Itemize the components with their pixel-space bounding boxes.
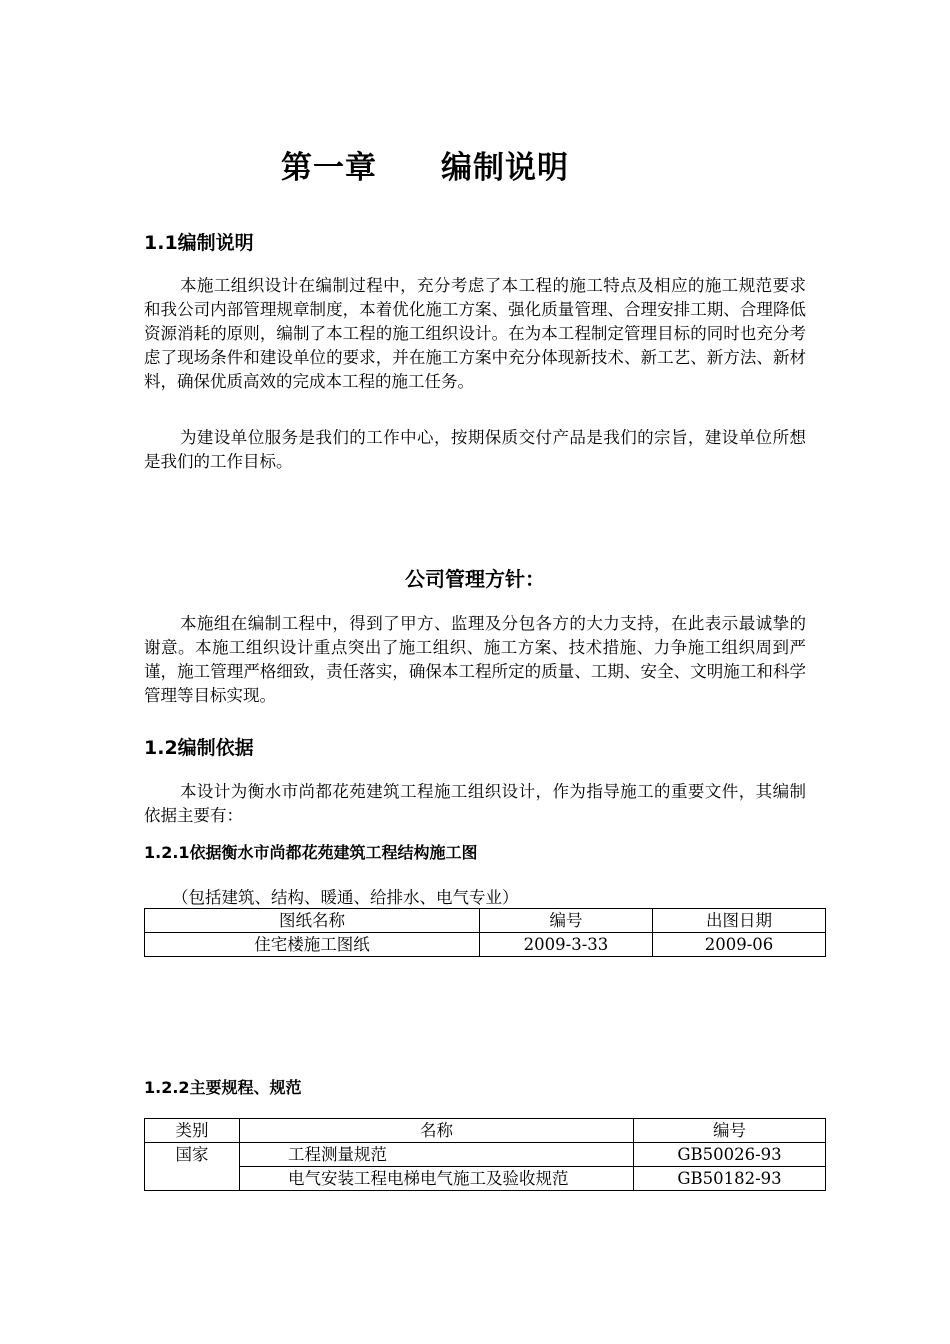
header-category: 类别 (145, 1119, 240, 1143)
header-issue-date: 出图日期 (653, 909, 826, 933)
standard-name-cell: 电气安装工程电梯电气施工及验收规范 (240, 1167, 634, 1191)
section-1-2-paragraph: 本设计为衡水市尚都花苑建筑工程施工组织设计，作为指导施工的重要文件，其编制依据主要有： (144, 782, 806, 825)
section-1-2-heading: 1.2编制依据 (144, 737, 254, 759)
section-1-2-2-heading: 1.2.2主要规程、规范 (144, 1078, 302, 1097)
standard-name-cell: 工程测量规范 (240, 1143, 634, 1167)
header-number: 编号 (480, 909, 653, 933)
policy-paragraph: 本施组在编制工程中，得到了甲方、监理及分包各方的大力支持，在此表示最诚挚的谢意。本施工组织设计重点突出了施工组织、施工方案、技术措施、力争施工组织周到严谨，施工管理严格细致，责任落实，确保本工程所定的质量、工期、安全、文明施工和科学管理等目标实现。 (144, 614, 806, 705)
section-1-1-paragraph-1: 本施工组织设计在编制过程中，充分考虑了本工程的施工特点及相应的施工规范要求和我公司内部管理规章制度，本着优化施工方案、强化质量管理、合理安排工期、合理降低资源消耗的原则，编制了本工程的施工组织设计。在为本工程制定管理目标的同时也充分考虑了现场条件和建设单位的要求，并在施工方案中充分体现新技术、新工艺、新方法、新材料，确保优质高效的完成本工程的施工任务。 (144, 276, 806, 391)
drawing-scope-note: （包括建筑、结构、暖通、给排水、电气专业） (172, 888, 519, 907)
drawing-number-cell: 2009-3-33 (480, 933, 653, 957)
header-standard-code: 编号 (634, 1119, 826, 1143)
drawing-name-cell: 住宅楼施工图纸 (145, 933, 480, 957)
table-header-row (145, 1119, 826, 1143)
drawings-table (144, 908, 826, 957)
header-drawing-name: 图纸名称 (145, 909, 480, 933)
drawing-date-cell: 2009-06 (653, 933, 826, 957)
header-standard-name: 名称 (240, 1119, 634, 1143)
table-header-row (145, 909, 826, 933)
policy-title: 公司管理方针： (405, 567, 545, 591)
section-1-2-1-heading: 1.2.1依据衡水市尚都花苑建筑工程结构施工图 (144, 843, 478, 862)
table-row (145, 1167, 826, 1191)
standard-code-cell: GB50182-93 (634, 1167, 826, 1191)
section-1-1-heading: 1.1编制说明 (144, 232, 254, 254)
chapter-title: 第一章 编制说明 (281, 150, 569, 186)
section-1-1-paragraph-2: 为建设单位服务是我们的工作中心，按期保质交付产品是我们的宗旨，建设单位所想是我们的工作目标。 (144, 428, 806, 471)
standards-table (144, 1118, 826, 1191)
table-row (145, 1143, 826, 1167)
standard-code-cell: GB50026-93 (634, 1143, 826, 1167)
category-cell: 国家 (145, 1143, 240, 1191)
table-row (145, 933, 826, 957)
